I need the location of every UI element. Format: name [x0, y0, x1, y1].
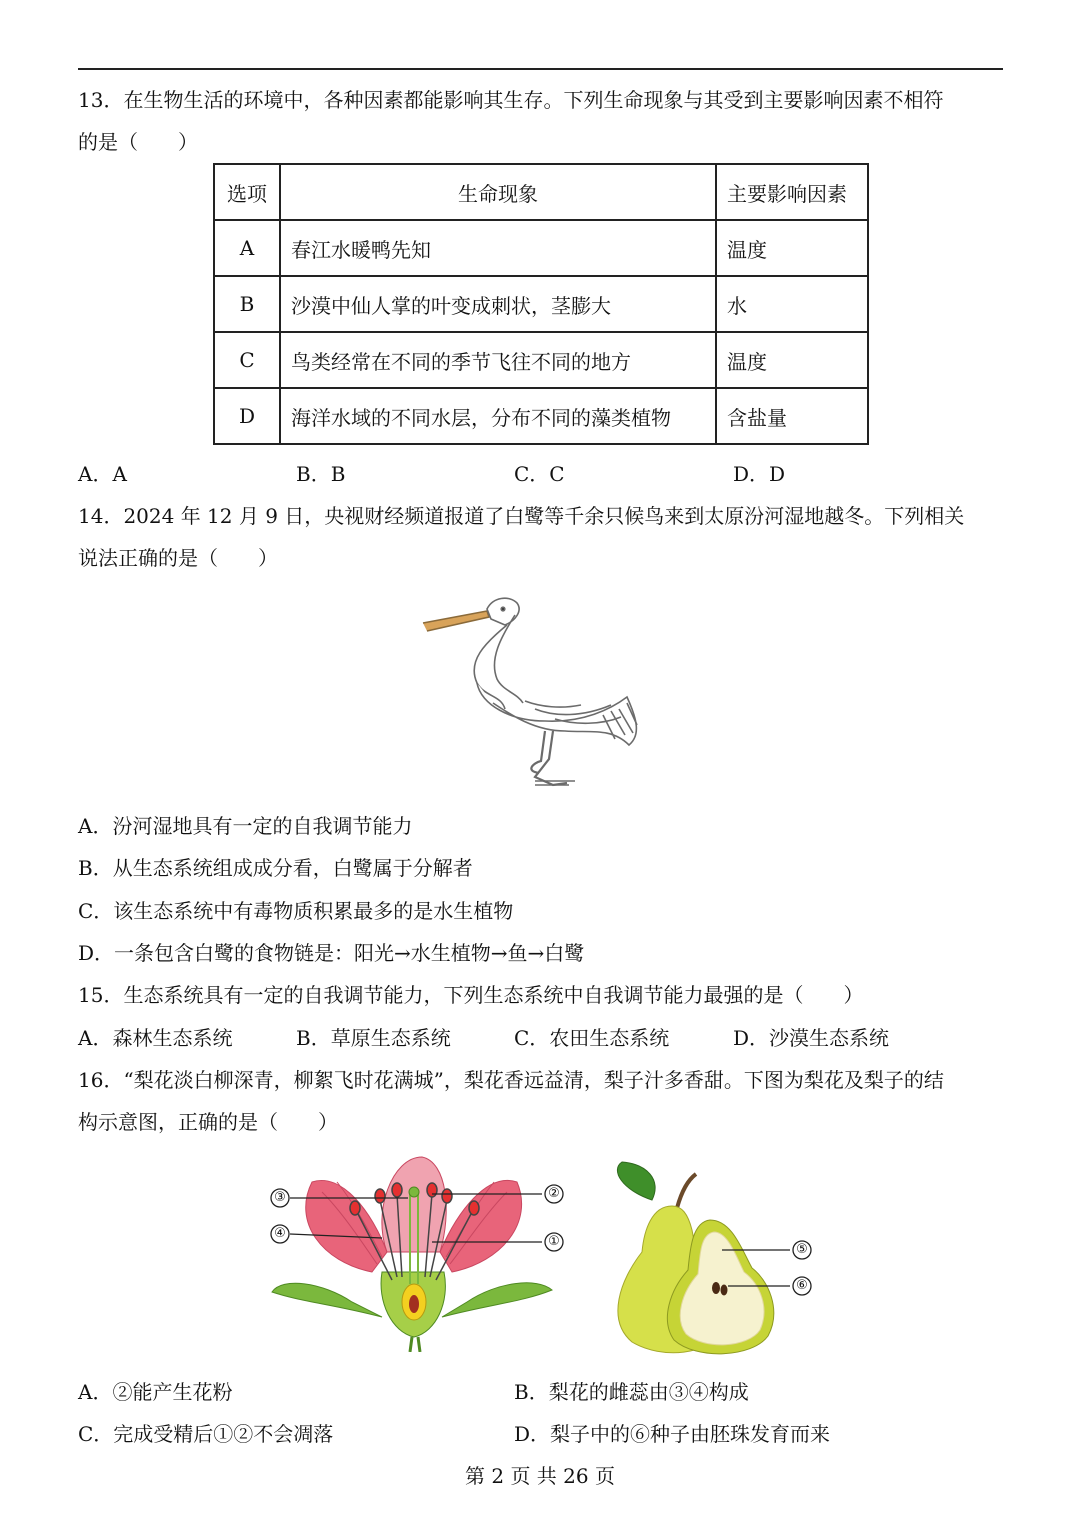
pear-flower-diagram [262, 1152, 572, 1352]
q13-table [213, 163, 869, 445]
q13-option-b: B．B [296, 462, 346, 486]
table-cell: 含盐量 [716, 388, 868, 444]
table-row [214, 332, 868, 388]
page-footer: 第 2 页 共 26 页 [465, 1464, 615, 1488]
q13-option-c: C．C [514, 462, 565, 486]
table-header-cell: 生命现象 [280, 164, 716, 220]
q16-stem-line1: 16．“梨花淡白柳深青，柳絮飞时花满城”，梨花香远益清，梨子汁多香甜。下图为梨花及梨子的结 [78, 1068, 944, 1092]
q15-option-b: B．草原生态系统 [296, 1026, 451, 1050]
q14-option-a: A．汾河湿地具有一定的自我调节能力 [78, 814, 413, 838]
q14-stem-line1: 14．2024 年 12 月 9 日，央视财经频道报道了白鹭等千余只候鸟来到太原汾河湿地越冬。下列相关 [78, 504, 965, 528]
egret-illustration [415, 585, 655, 795]
pear-fruit-diagram [592, 1160, 822, 1360]
q15-option-c: C．农田生态系统 [514, 1026, 670, 1050]
q14-option-b: B．从生态系统组成成分看，白鹭属于分解者 [78, 856, 473, 880]
q15-stem: 15．生态系统具有一定的自我调节能力，下列生态系统中自我调节能力最强的是（ ） [78, 983, 864, 1007]
table-header-cell: 主要影响因素 [716, 164, 868, 220]
top-rule [78, 68, 1003, 70]
table-cell: C [214, 332, 280, 388]
flower-label-1: ① [548, 1234, 560, 1249]
table-cell: 水 [716, 276, 868, 332]
q13-option-a: A．A [78, 462, 127, 486]
table-row [214, 220, 868, 276]
table-header-cell: 选项 [214, 164, 280, 220]
table-cell: 沙漠中仙人掌的叶变成刺状，茎膨大 [280, 276, 716, 332]
q16-option-a: A．②能产生花粉 [78, 1380, 233, 1404]
q16-option-d: D．梨子中的⑥种子由胚珠发育而来 [514, 1422, 831, 1446]
table-cell: 春江水暖鸭先知 [280, 220, 716, 276]
table-row [214, 388, 868, 444]
pear-label-5: ⑤ [796, 1242, 808, 1257]
q14-stem-line2: 说法正确的是（ ） [78, 546, 278, 570]
q14-option-d: D．一条包含白鹭的食物链是：阳光→水生植物→鱼→白鹭 [78, 941, 585, 965]
q15-option-d: D．沙漠生态系统 [733, 1026, 890, 1050]
table-cell: A [214, 220, 280, 276]
table-cell: B [214, 276, 280, 332]
table-header-row [214, 164, 868, 220]
pear-label-6: ⑥ [796, 1278, 808, 1293]
flower-label-3: ③ [274, 1190, 286, 1205]
flower-label-4: ④ [274, 1226, 286, 1241]
flower-label-2: ② [548, 1186, 560, 1201]
table-cell: D [214, 388, 280, 444]
q15-option-a: A．森林生态系统 [78, 1026, 233, 1050]
table-cell: 温度 [716, 220, 868, 276]
table-row [214, 276, 868, 332]
q13-stem-line1: 13．在生物生活的环境中，各种因素都能影响其生存。下列生命现象与其受到主要影响因素不相符 [78, 88, 944, 112]
table-cell: 温度 [716, 332, 868, 388]
table-cell: 鸟类经常在不同的季节飞往不同的地方 [280, 332, 716, 388]
q16-stem-line2: 构示意图，正确的是（ ） [78, 1110, 338, 1134]
q16-option-b: B．梨花的雌蕊由③④构成 [514, 1380, 749, 1404]
q16-option-c: C．完成受精后①②不会凋落 [78, 1422, 334, 1446]
q13-option-d: D．D [733, 462, 786, 486]
table-cell: 海洋水域的不同水层，分布不同的藻类植物 [280, 388, 716, 444]
q13-stem-line2: 的是（ ） [78, 130, 198, 154]
q14-option-c: C．该生态系统中有毒物质积累最多的是水生植物 [78, 899, 514, 923]
